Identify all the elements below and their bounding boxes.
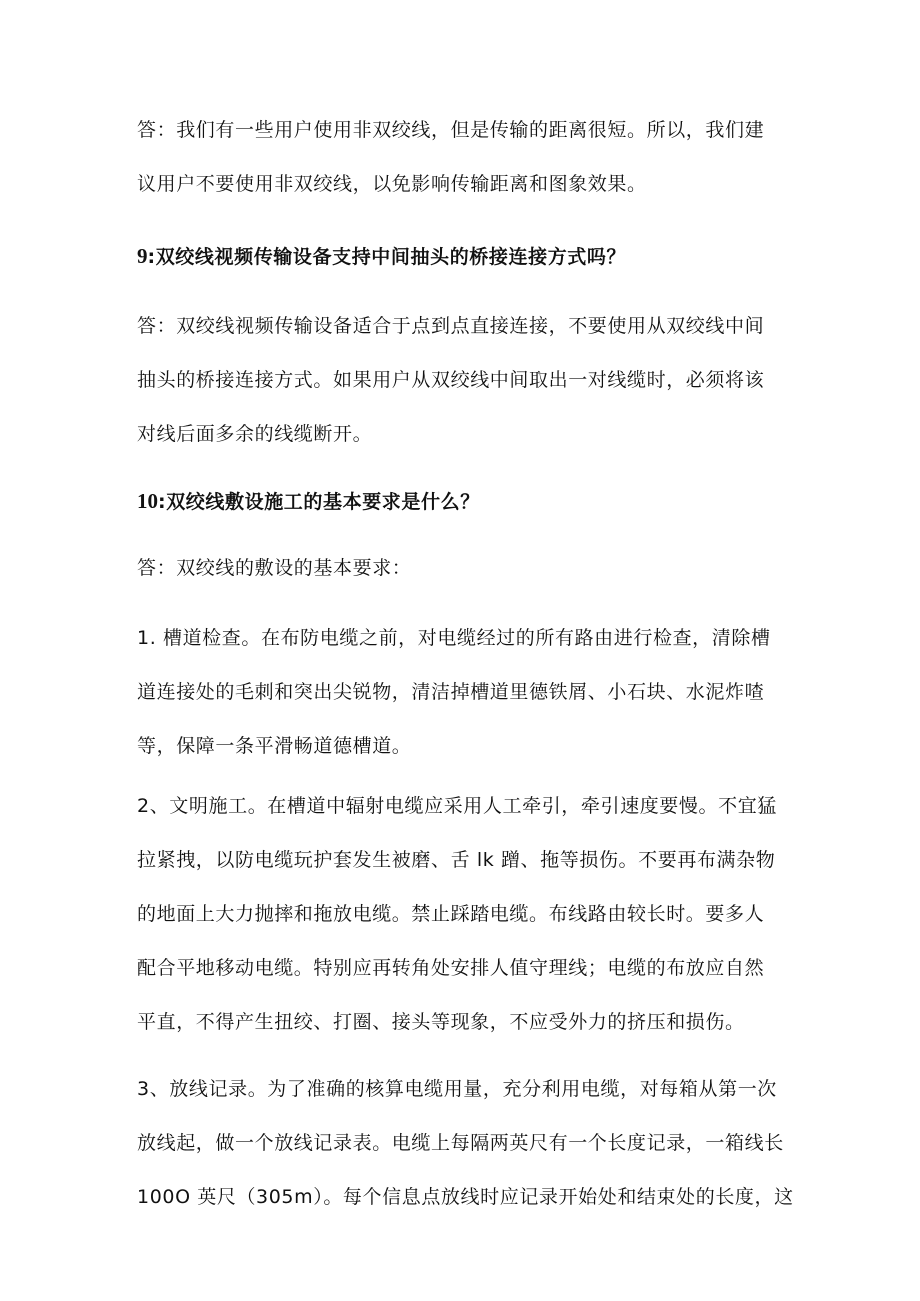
question-9-heading [137, 229, 797, 284]
text-line: 拉紧拽，以防电缆玩护套发生被磨、舌 lk 蹭、拖等损伤。不要再布满杂物 [137, 849, 776, 871]
text-line: 的地面上大力抛摔和拖放电缆。禁止踩踏电缆。布线路由较长时。要多人 [137, 903, 765, 925]
answer-9-paragraph [137, 299, 797, 461]
item-2-paragraph [137, 779, 797, 1049]
text-line: 道连接处的毛刺和突出尖锐物，清洁掉槽道里德铁屑、小石块、水泥炸喳 [137, 681, 765, 703]
item-3-paragraph [137, 1062, 797, 1224]
text-line: 2、文明施工。在槽道中辐射电缆应采用人工牵引，牵引速度要慢。不宜猛 [137, 795, 777, 817]
text-line: 等，保障一条平滑畅道德槽道。 [137, 735, 412, 757]
question-text: :双绞线视频传输设备支持中间抽头的桥接连接方式吗？ [147, 246, 627, 268]
question-text: :双绞线敷设施工的基本要求是什么？ [158, 491, 480, 513]
text-line: 对线后面多余的线缆断开。 [137, 423, 373, 445]
text-line: 放线起，做一个放线记录表。电缆上每隔两英尺有一个长度记录，一箱线长 [137, 1132, 784, 1154]
text-line: 答：双绞线的敷设的基本要求： [137, 557, 412, 579]
text-line: 答：我们有一些用户使用非双绞线，但是传输的距离很短。所以，我们建 [137, 119, 765, 141]
question-10-heading [137, 474, 797, 529]
question-number: 10 [137, 489, 158, 513]
text-line: 100O 英尺（305m）。每个信息点放线时应记录开始处和结束处的长度，这 [137, 1186, 794, 1208]
question-number: 9 [137, 244, 148, 268]
text-line: 配合平地移动电缆。特别应再转角处安排人值守理线；电缆的布放应自然 [137, 957, 765, 979]
item-1-paragraph [137, 611, 797, 773]
text-line: 议用户不要使用非双绞线，以免影响传输距离和图象效果。 [137, 173, 647, 195]
text-line: 3、放线记录。为了准确的核算电缆用量，充分利用电缆，对每箱从第一次 [137, 1078, 777, 1100]
text-line: 1. 槽道检查。在布防电缆之前，对电缆经过的所有路由进行检查，清除槽 [137, 627, 771, 649]
text-line: 平直，不得产生扭绞、打圈、接头等现象，不应受外力的挤压和损伤。 [137, 1011, 745, 1033]
text-line: 答：双绞线视频传输设备适合于点到点直接连接，不要使用从双绞线中间 [137, 315, 765, 337]
answer-8-paragraph [137, 103, 797, 211]
text-line: 抽头的桥接连接方式。如果用户从双绞线中间取出一对线缆时，必须将该 [137, 369, 765, 391]
answer-10-intro [137, 541, 797, 595]
